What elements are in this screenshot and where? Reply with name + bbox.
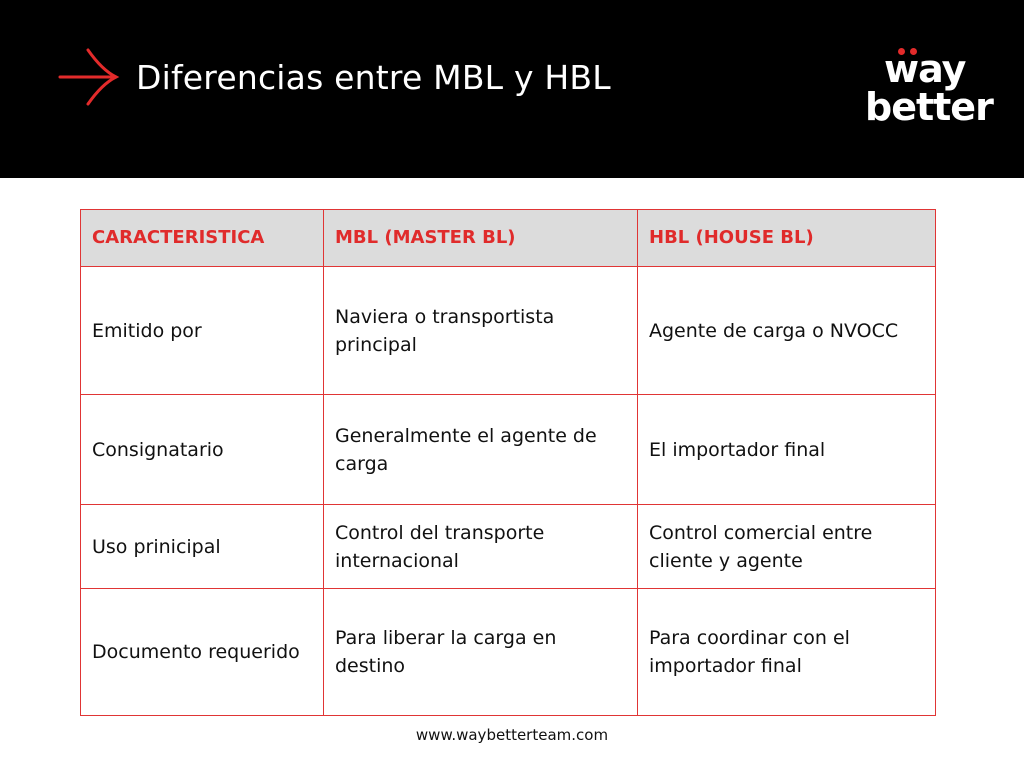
logo-word-better: better [865, 85, 993, 129]
hbl-cell: Agente de carga o NVOCC [638, 267, 936, 395]
table-row [81, 267, 936, 395]
hbl-cell: Para coordinar con el importador final [638, 589, 936, 716]
table-row [81, 589, 936, 716]
website-url: www.waybetterteam.com [415, 726, 609, 744]
mbl-cell: Control del transporte internacional [324, 505, 638, 589]
row-label: Uso prinicipal [81, 505, 324, 589]
column-header-hbl: HBL (HOUSE BL) [638, 210, 936, 267]
row-label: Documento requerido [81, 589, 324, 716]
column-header-mbl: MBL (MASTER BL) [324, 210, 638, 267]
hbl-cell: El importador final [638, 395, 936, 505]
logo-word-way: way [884, 47, 966, 91]
brand-logo [862, 46, 1012, 136]
table-row [81, 505, 936, 589]
row-label: Consignatario [81, 395, 324, 505]
page-title: Diferencias entre MBL y HBL [136, 58, 611, 97]
hbl-cell: Control comercial entre cliente y agente [638, 505, 936, 589]
mbl-cell: Generalmente el agente de carga [324, 395, 638, 505]
header-banner [0, 0, 1024, 178]
table-row [81, 395, 936, 505]
comparison-table [80, 209, 936, 716]
row-label: Emitido por [81, 267, 324, 395]
mbl-cell: Para liberar la carga en destino [324, 589, 638, 716]
mbl-cell: Naviera o transportista principal [324, 267, 638, 395]
arrow-right-icon [58, 48, 120, 106]
table-header-row [81, 210, 936, 267]
column-header-characteristic: CARACTERISTICA [81, 210, 324, 267]
